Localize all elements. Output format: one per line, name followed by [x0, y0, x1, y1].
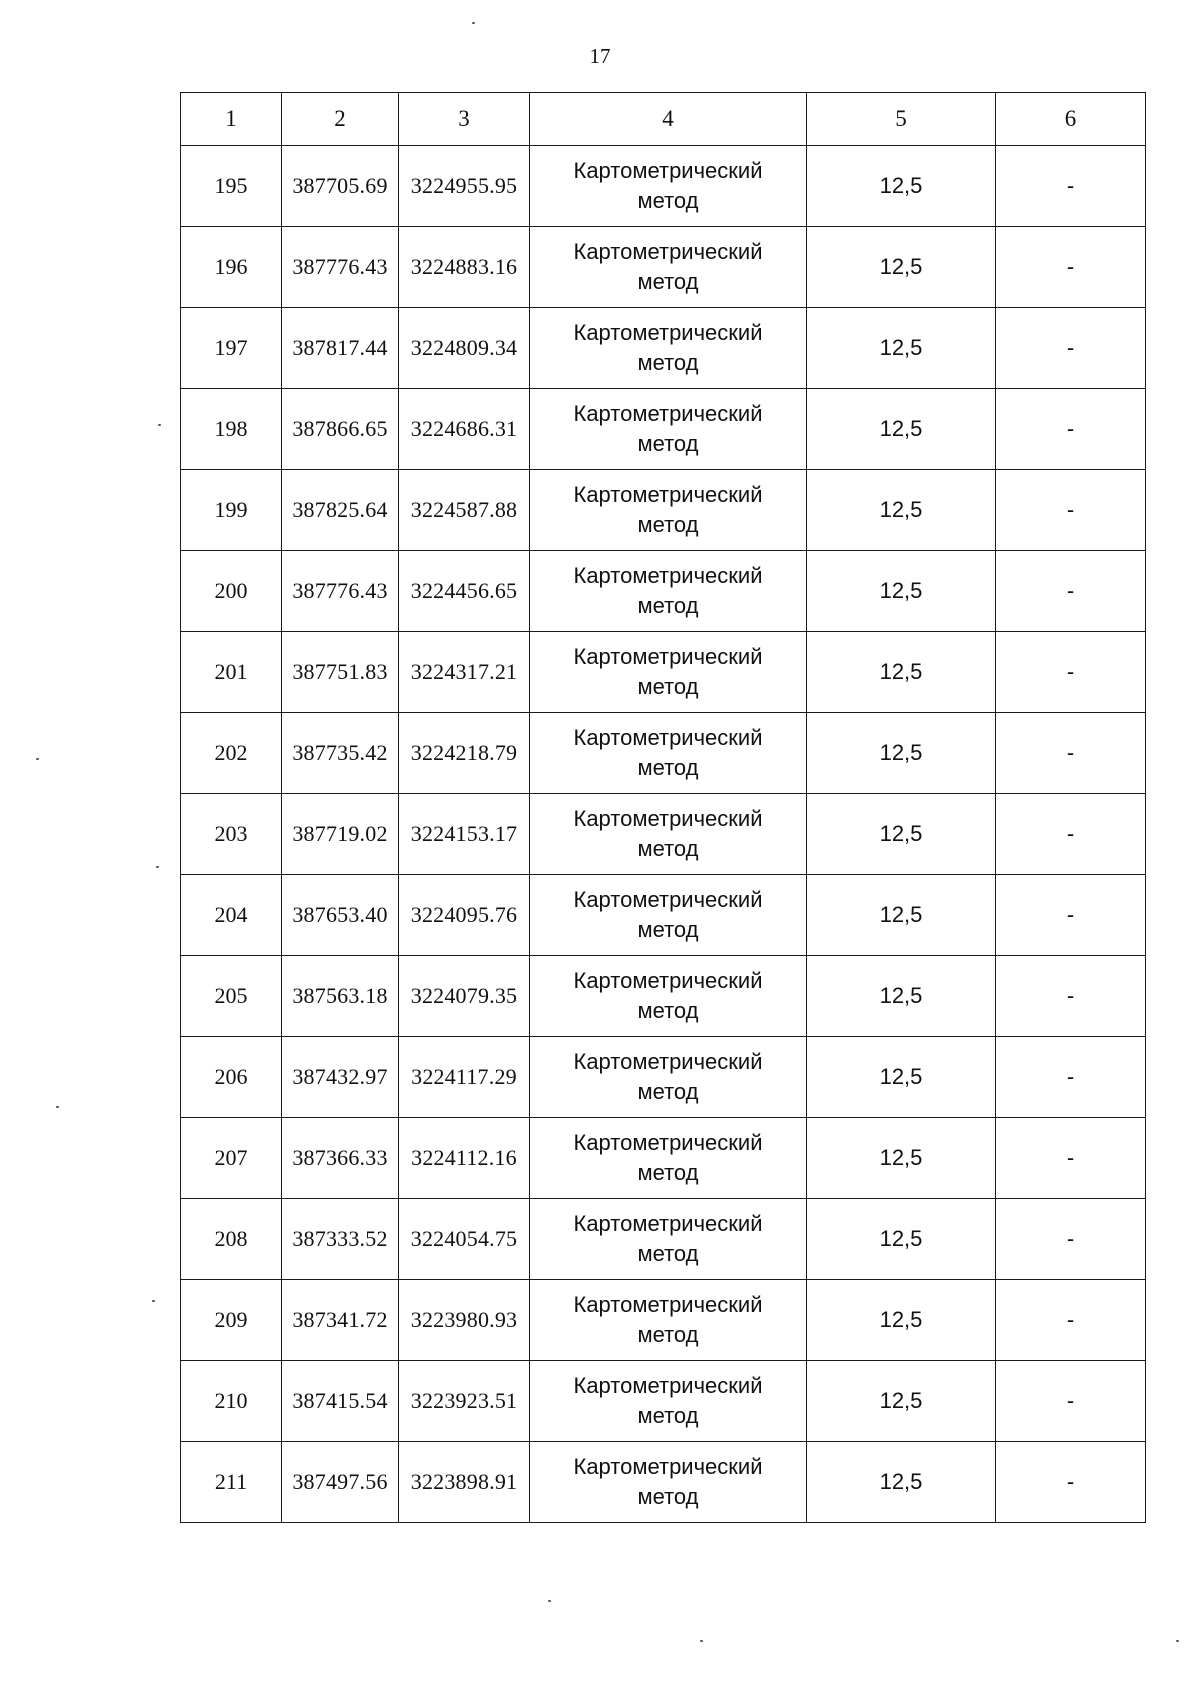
x-coordinate-cell: 387735.42 [282, 713, 399, 794]
method-cell [530, 794, 807, 875]
note-cell: - [996, 551, 1146, 632]
method-cell [530, 1442, 807, 1523]
y-coordinate-cell: 3224955.95 [399, 146, 530, 227]
method-line-1: Картометрический [573, 644, 763, 669]
y-coordinate-cell: 3224218.79 [399, 713, 530, 794]
header-col-3: 3 [399, 93, 530, 146]
point-number-cell: 204 [181, 875, 282, 956]
table-row [181, 794, 1146, 875]
note-cell: - [996, 713, 1146, 794]
method-cell [530, 1037, 807, 1118]
point-number-cell: 209 [181, 1280, 282, 1361]
accuracy-cell: 12,5 [807, 227, 996, 308]
method-cell [530, 1118, 807, 1199]
method-line-2: метод [637, 1484, 699, 1509]
note-cell: - [996, 1361, 1146, 1442]
point-number-cell: 206 [181, 1037, 282, 1118]
accuracy-cell: 12,5 [807, 308, 996, 389]
method-line-2: метод [637, 917, 699, 942]
y-coordinate-cell: 3224587.88 [399, 470, 530, 551]
table-row [181, 1361, 1146, 1442]
method-line-2: метод [637, 998, 699, 1023]
accuracy-cell: 12,5 [807, 1199, 996, 1280]
y-coordinate-cell: 3223980.93 [399, 1280, 530, 1361]
accuracy-cell: 12,5 [807, 1037, 996, 1118]
scan-speck [700, 1640, 703, 1642]
method-line-1: Картометрический [573, 725, 763, 750]
method-line-2: метод [637, 431, 699, 456]
note-cell: - [996, 632, 1146, 713]
y-coordinate-cell: 3223923.51 [399, 1361, 530, 1442]
scan-speck [472, 22, 475, 24]
accuracy-cell: 12,5 [807, 956, 996, 1037]
method-line-1: Картометрический [573, 158, 763, 183]
method-line-1: Картометрический [573, 1130, 763, 1155]
note-cell: - [996, 227, 1146, 308]
method-cell [530, 1361, 807, 1442]
table-row [181, 956, 1146, 1037]
point-number-cell: 197 [181, 308, 282, 389]
y-coordinate-cell: 3224054.75 [399, 1199, 530, 1280]
method-line-1: Картометрический [573, 401, 763, 426]
table-row [181, 713, 1146, 794]
scan-speck [152, 1300, 155, 1302]
x-coordinate-cell: 387705.69 [282, 146, 399, 227]
y-coordinate-cell: 3224079.35 [399, 956, 530, 1037]
accuracy-cell: 12,5 [807, 1118, 996, 1199]
note-cell: - [996, 1199, 1146, 1280]
method-line-1: Картометрический [573, 1211, 763, 1236]
point-number-cell: 207 [181, 1118, 282, 1199]
point-number-cell: 205 [181, 956, 282, 1037]
header-col-5: 5 [807, 93, 996, 146]
table-header-row [181, 93, 1146, 146]
x-coordinate-cell: 387333.52 [282, 1199, 399, 1280]
accuracy-cell: 12,5 [807, 1280, 996, 1361]
y-coordinate-cell: 3224883.16 [399, 227, 530, 308]
x-coordinate-cell: 387341.72 [282, 1280, 399, 1361]
note-cell: - [996, 956, 1146, 1037]
point-number-cell: 196 [181, 227, 282, 308]
method-line-1: Картометрический [573, 1373, 763, 1398]
method-cell [530, 1280, 807, 1361]
table-row [181, 470, 1146, 551]
point-number-cell: 208 [181, 1199, 282, 1280]
method-line-1: Картометрический [573, 968, 763, 993]
method-line-1: Картометрический [573, 1049, 763, 1074]
note-cell: - [996, 1280, 1146, 1361]
method-line-2: метод [637, 836, 699, 861]
note-cell: - [996, 389, 1146, 470]
point-number-cell: 199 [181, 470, 282, 551]
accuracy-cell: 12,5 [807, 389, 996, 470]
method-line-1: Картометрический [573, 1292, 763, 1317]
accuracy-cell: 12,5 [807, 875, 996, 956]
x-coordinate-cell: 387866.65 [282, 389, 399, 470]
method-line-2: метод [637, 1322, 699, 1347]
y-coordinate-cell: 3224809.34 [399, 308, 530, 389]
y-coordinate-cell: 3224153.17 [399, 794, 530, 875]
point-number-cell: 198 [181, 389, 282, 470]
header-col-4: 4 [530, 93, 807, 146]
x-coordinate-cell: 387719.02 [282, 794, 399, 875]
y-coordinate-cell: 3224456.65 [399, 551, 530, 632]
method-cell [530, 956, 807, 1037]
y-coordinate-cell: 3223898.91 [399, 1442, 530, 1523]
x-coordinate-cell: 387776.43 [282, 551, 399, 632]
header-col-1: 1 [181, 93, 282, 146]
method-line-1: Картометрический [573, 320, 763, 345]
method-cell [530, 470, 807, 551]
method-cell [530, 1199, 807, 1280]
point-number-cell: 200 [181, 551, 282, 632]
note-cell: - [996, 146, 1146, 227]
scan-speck [156, 866, 159, 868]
y-coordinate-cell: 3224095.76 [399, 875, 530, 956]
x-coordinate-cell: 387776.43 [282, 227, 399, 308]
page-number: 17 [589, 44, 611, 68]
coordinates-table [180, 92, 1146, 1523]
x-coordinate-cell: 387825.64 [282, 470, 399, 551]
method-line-1: Картометрический [573, 806, 763, 831]
note-cell: - [996, 470, 1146, 551]
accuracy-cell: 12,5 [807, 1442, 996, 1523]
note-cell: - [996, 1442, 1146, 1523]
method-line-2: метод [637, 188, 699, 213]
method-line-2: метод [637, 512, 699, 537]
y-coordinate-cell: 3224112.16 [399, 1118, 530, 1199]
point-number-cell: 195 [181, 146, 282, 227]
method-line-2: метод [637, 1403, 699, 1428]
x-coordinate-cell: 387817.44 [282, 308, 399, 389]
accuracy-cell: 12,5 [807, 470, 996, 551]
note-cell: - [996, 308, 1146, 389]
method-cell [530, 632, 807, 713]
point-number-cell: 202 [181, 713, 282, 794]
method-line-2: метод [637, 755, 699, 780]
method-cell [530, 308, 807, 389]
method-line-2: метод [637, 1241, 699, 1266]
method-cell [530, 551, 807, 632]
method-cell [530, 227, 807, 308]
table-row [181, 1037, 1146, 1118]
header-col-2: 2 [282, 93, 399, 146]
scan-speck [548, 1600, 551, 1602]
point-number-cell: 201 [181, 632, 282, 713]
accuracy-cell: 12,5 [807, 794, 996, 875]
accuracy-cell: 12,5 [807, 632, 996, 713]
accuracy-cell: 12,5 [807, 713, 996, 794]
y-coordinate-cell: 3224686.31 [399, 389, 530, 470]
method-line-2: метод [637, 350, 699, 375]
x-coordinate-cell: 387653.40 [282, 875, 399, 956]
accuracy-cell: 12,5 [807, 1361, 996, 1442]
x-coordinate-cell: 387366.33 [282, 1118, 399, 1199]
method-line-2: метод [637, 269, 699, 294]
method-line-1: Картометрический [573, 239, 763, 264]
table-row [181, 1280, 1146, 1361]
method-line-1: Картометрический [573, 1454, 763, 1479]
table-row [181, 146, 1146, 227]
x-coordinate-cell: 387497.56 [282, 1442, 399, 1523]
table-row [181, 389, 1146, 470]
note-cell: - [996, 794, 1146, 875]
scan-speck [158, 424, 161, 426]
method-line-1: Картометрический [573, 887, 763, 912]
scan-speck [1176, 1640, 1179, 1642]
method-line-2: метод [637, 593, 699, 618]
method-line-2: метод [637, 674, 699, 699]
note-cell: - [996, 1118, 1146, 1199]
table-row [181, 551, 1146, 632]
scan-speck [36, 758, 39, 760]
method-cell [530, 713, 807, 794]
method-cell [530, 389, 807, 470]
method-cell [530, 875, 807, 956]
point-number-cell: 203 [181, 794, 282, 875]
table-row [181, 227, 1146, 308]
method-cell [530, 146, 807, 227]
method-line-1: Картометрический [573, 563, 763, 588]
method-line-2: метод [637, 1079, 699, 1104]
point-number-cell: 210 [181, 1361, 282, 1442]
header-col-6: 6 [996, 93, 1146, 146]
table-body [181, 146, 1146, 1523]
table-row [181, 308, 1146, 389]
y-coordinate-cell: 3224117.29 [399, 1037, 530, 1118]
accuracy-cell: 12,5 [807, 146, 996, 227]
y-coordinate-cell: 3224317.21 [399, 632, 530, 713]
note-cell: - [996, 1037, 1146, 1118]
x-coordinate-cell: 387563.18 [282, 956, 399, 1037]
point-number-cell: 211 [181, 1442, 282, 1523]
table-row [181, 1118, 1146, 1199]
table-row [181, 1199, 1146, 1280]
x-coordinate-cell: 387751.83 [282, 632, 399, 713]
x-coordinate-cell: 387415.54 [282, 1361, 399, 1442]
note-cell: - [996, 875, 1146, 956]
method-line-2: метод [637, 1160, 699, 1185]
accuracy-cell: 12,5 [807, 551, 996, 632]
table-row [181, 632, 1146, 713]
method-line-1: Картометрический [573, 482, 763, 507]
table-row [181, 875, 1146, 956]
x-coordinate-cell: 387432.97 [282, 1037, 399, 1118]
table-row [181, 1442, 1146, 1523]
scan-speck [56, 1106, 59, 1108]
